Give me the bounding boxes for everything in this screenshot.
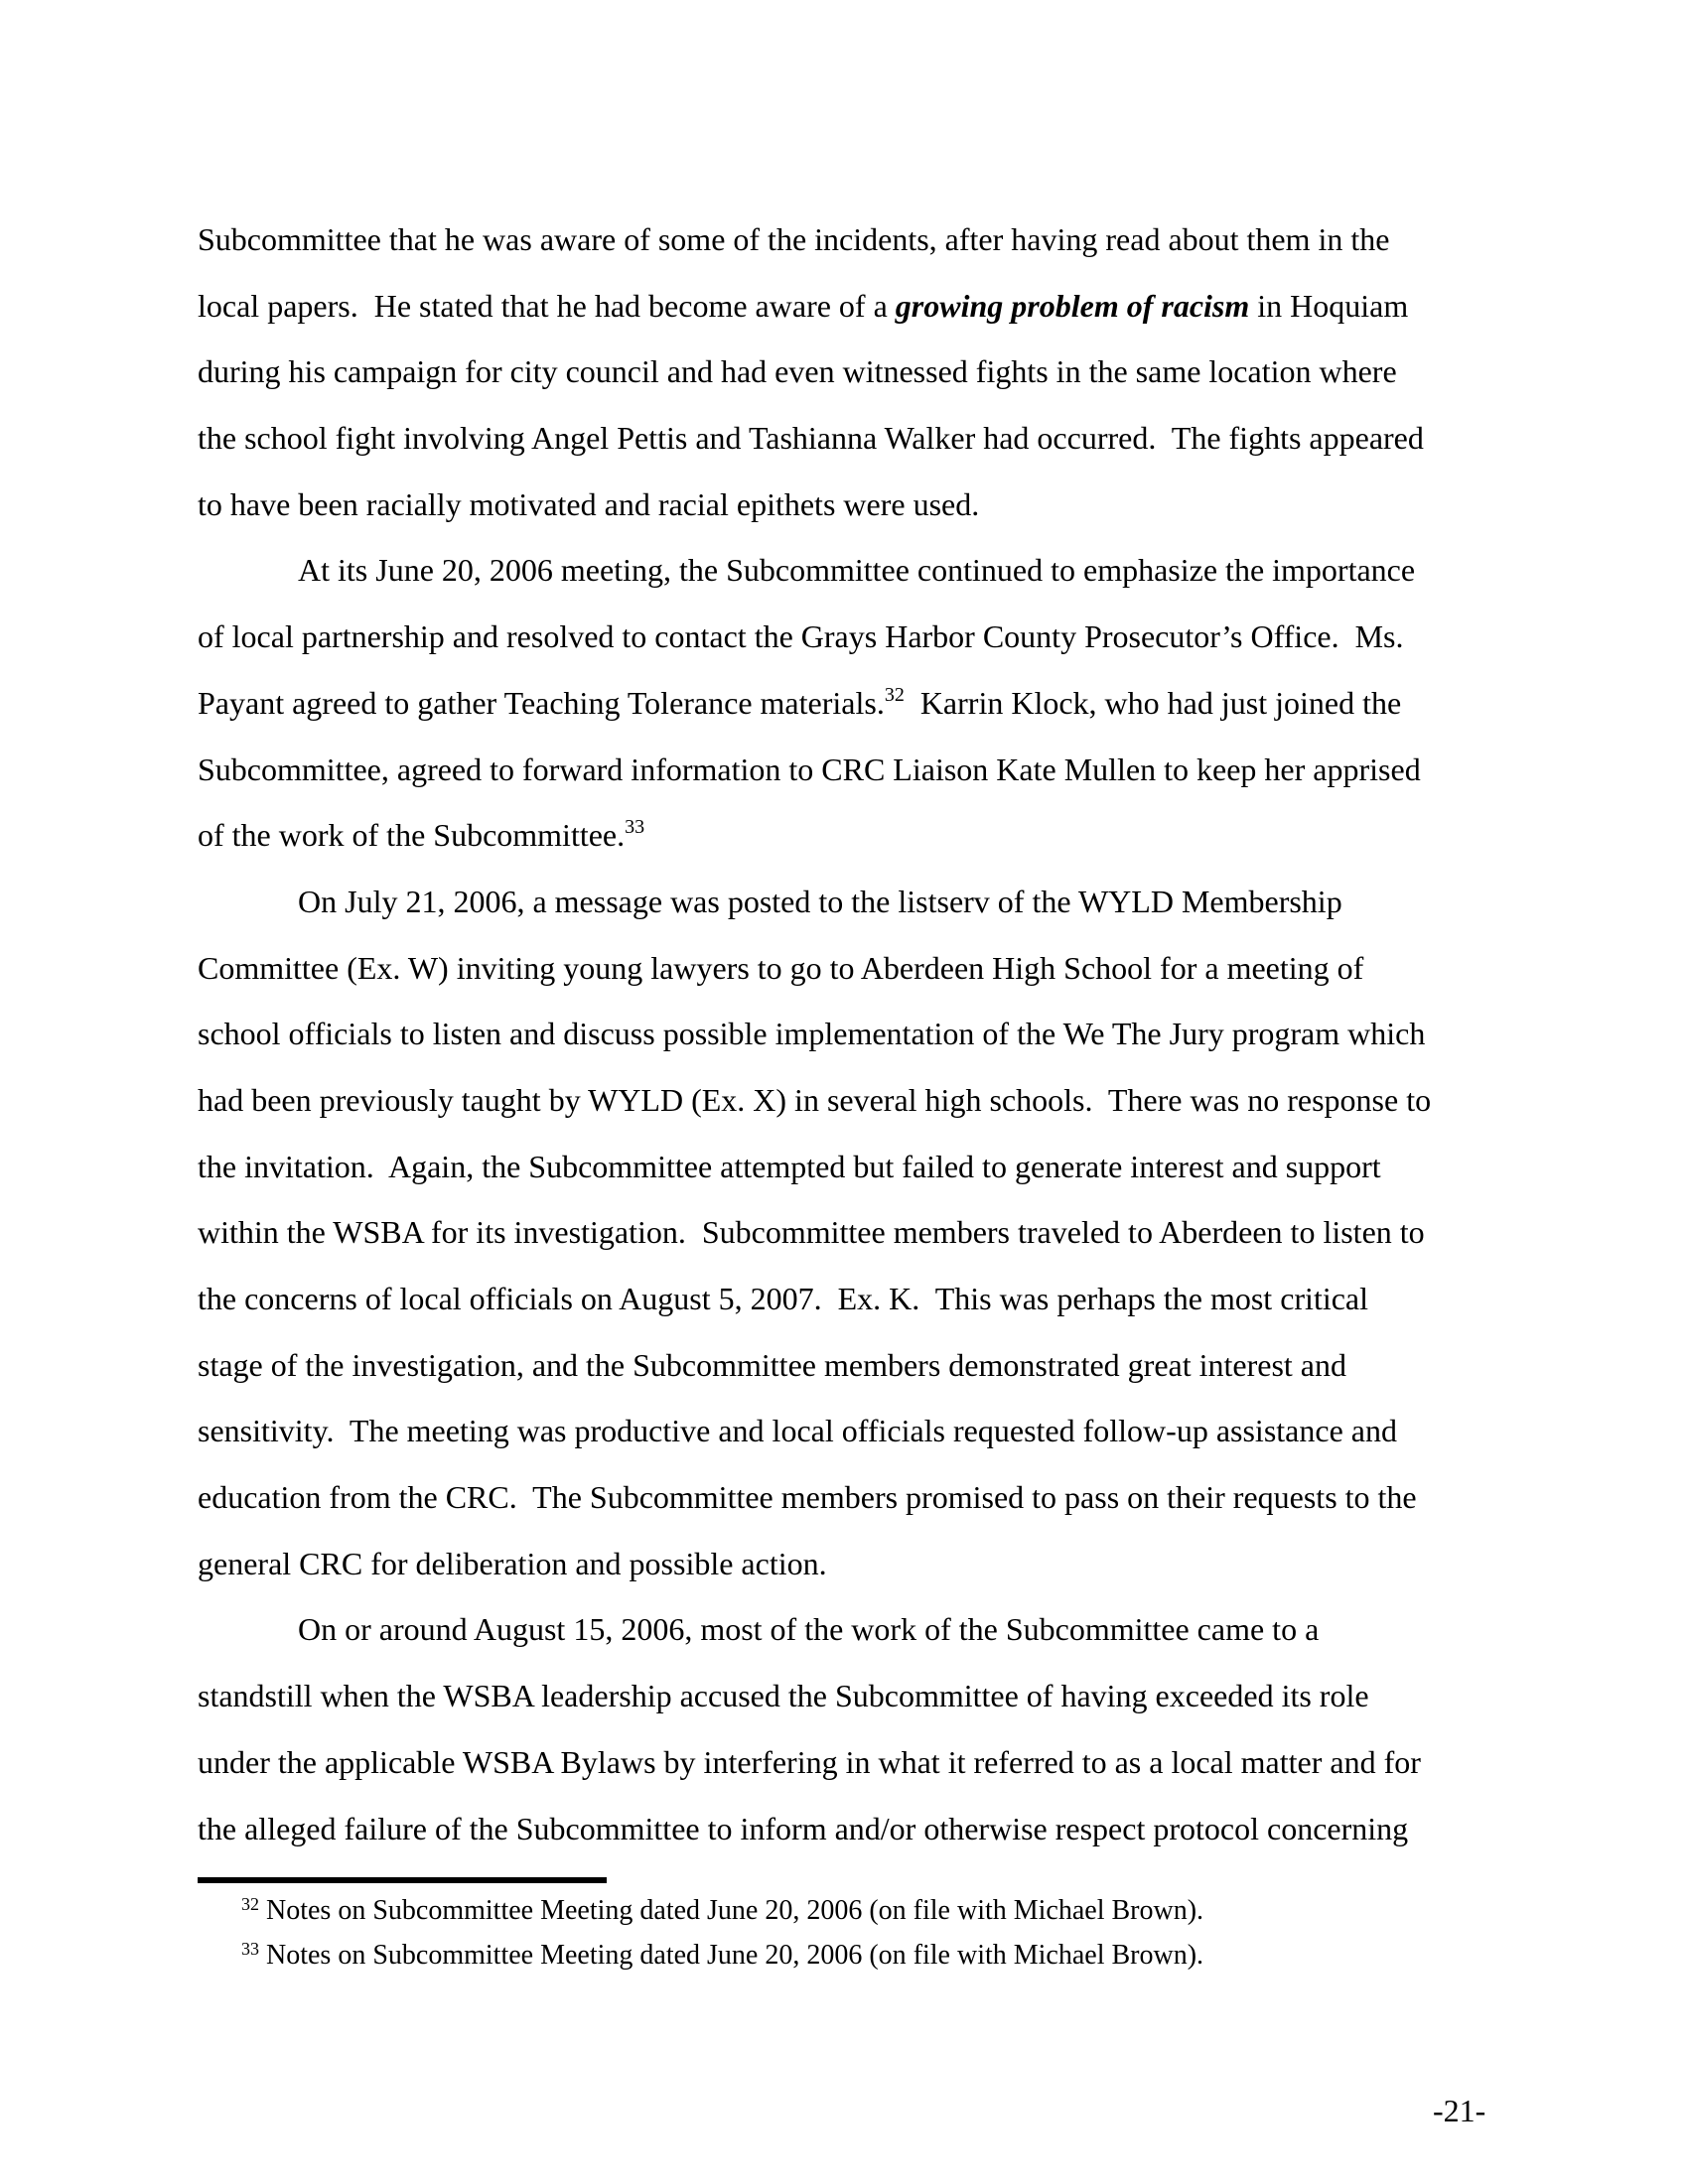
body-text-segment: of local partnership and resolved to contact the Grays Harbor County Prosecutor’s Office. Ms.	[198, 618, 1404, 655]
body-text-segment: stage of the investigation, and the Subcommittee members demonstrated great interest and	[198, 1346, 1346, 1383]
body-line	[198, 206, 1548, 273]
body-line	[198, 1266, 1548, 1332]
footnote-reference: 33	[625, 816, 645, 839]
body-text-segment: On or around August 15, 2006, most of the work of the Subcommittee came to a	[298, 1611, 1320, 1648]
body-line	[198, 935, 1548, 1002]
footnote-text: Notes on Subcommittee Meeting dated June 20, 2006 (on file with Michael Brown).	[259, 1895, 1204, 1926]
body-text-segment: the concerns of local officials on August 5, 2007. Ex. K. This was perhaps the most critical	[198, 1281, 1369, 1316]
body-line	[198, 1663, 1548, 1729]
body-text-segment: On July 21, 2006, a message was posted to the listserv of the WYLD Membership	[298, 883, 1342, 919]
body-text-segment: Subcommittee, agreed to forward information to CRC Liaison Kate Mullen to keep her apprised	[198, 751, 1421, 787]
body-text-segment: general CRC for deliberation and possible action.	[198, 1545, 827, 1581]
body-line	[198, 1796, 1548, 1862]
body-line	[198, 869, 1548, 935]
body-text-segment: the invitation. Again, the Subcommittee attempted but failed to generate interest and support	[198, 1148, 1381, 1184]
body-text-segment: Committee (Ex. W) inviting young lawyers to go to Aberdeen High School for a meeting of	[198, 949, 1364, 986]
body-text-segment: during his campaign for city council and had even witnessed fights in the same location where	[198, 353, 1397, 390]
body-text-segment: the alleged failure of the Subcommittee to inform and/or otherwise respect protocol concerning	[198, 1810, 1409, 1846]
footnote-number: 33	[241, 1939, 259, 1959]
footnote-separator	[198, 1877, 607, 1883]
document-body	[198, 206, 1548, 1861]
body-line	[198, 537, 1548, 604]
body-text-segment: under the applicable WSBA Bylaws by interfering in what it referred to as a local matter and for	[198, 1743, 1421, 1780]
body-text-segment: local papers. He stated that he had become aware of a	[198, 287, 896, 324]
body-line	[198, 1464, 1548, 1531]
body-line	[198, 472, 1548, 538]
body-line	[198, 670, 1548, 737]
body-text-segment: Subcommittee that he was aware of some of the incidents, after having read about them in the	[198, 221, 1390, 257]
body-line	[198, 1596, 1548, 1663]
footnote-item	[198, 1933, 1548, 1978]
body-line	[198, 1332, 1548, 1399]
body-text-segment: within the WSBA for its investigation. Subcommittee members traveled to Aberdeen to listen to	[198, 1214, 1425, 1251]
body-text-segment: Karrin Klock, who had just joined the	[904, 684, 1402, 721]
body-line	[198, 273, 1548, 340]
emphasized-text: growing problem of racism	[895, 287, 1250, 324]
body-line	[198, 1001, 1548, 1067]
body-text-segment: the school fight involving Angel Pettis and Tashianna Walker had occurred. The fights appeared	[198, 420, 1424, 457]
body-line	[198, 1531, 1548, 1597]
body-line	[198, 737, 1548, 803]
footnote-item	[198, 1888, 1548, 1933]
body-line	[198, 405, 1548, 472]
page-number: -21-	[1433, 2093, 1486, 2128]
body-line	[198, 1398, 1548, 1464]
body-text-segment: standstill when the WSBA leadership accused the Subcommittee of having exceeded its role	[198, 1678, 1369, 1714]
body-line	[198, 1199, 1548, 1266]
body-line	[198, 339, 1548, 405]
body-text-segment: in Hoquiam	[1249, 287, 1409, 324]
body-text-segment: of the work of the Subcommittee.	[198, 817, 626, 854]
footnotes-section	[198, 1888, 1548, 1978]
body-text-segment: sensitivity. The meeting was productive and local officials requested follow-up assistance and	[198, 1413, 1397, 1449]
footnote-reference: 32	[884, 683, 905, 706]
body-text-segment: had been previously taught by WYLD (Ex. X) in several high schools. There was no response to	[198, 1081, 1432, 1118]
footnote-text: Notes on Subcommittee Meeting dated June 20, 2006 (on file with Michael Brown).	[259, 1940, 1204, 1971]
body-text-segment: education from the CRC. The Subcommittee members promised to pass on their requests to the	[198, 1479, 1417, 1516]
body-text-segment: Payant agreed to gather Teaching Tolerance materials.	[198, 684, 885, 721]
body-text-segment: to have been racially motivated and racial epithets were used.	[198, 485, 980, 522]
footnote-number: 32	[241, 1894, 259, 1914]
body-line	[198, 1067, 1548, 1134]
body-text-segment: At its June 20, 2006 meeting, the Subcommittee continued to emphasize the importance	[298, 552, 1416, 589]
body-text-segment: school officials to listen and discuss possible implementation of the We The Jury program which	[198, 1016, 1426, 1052]
body-line	[198, 604, 1548, 670]
body-line	[198, 1134, 1548, 1200]
body-line	[198, 1729, 1548, 1796]
body-line	[198, 802, 1548, 869]
